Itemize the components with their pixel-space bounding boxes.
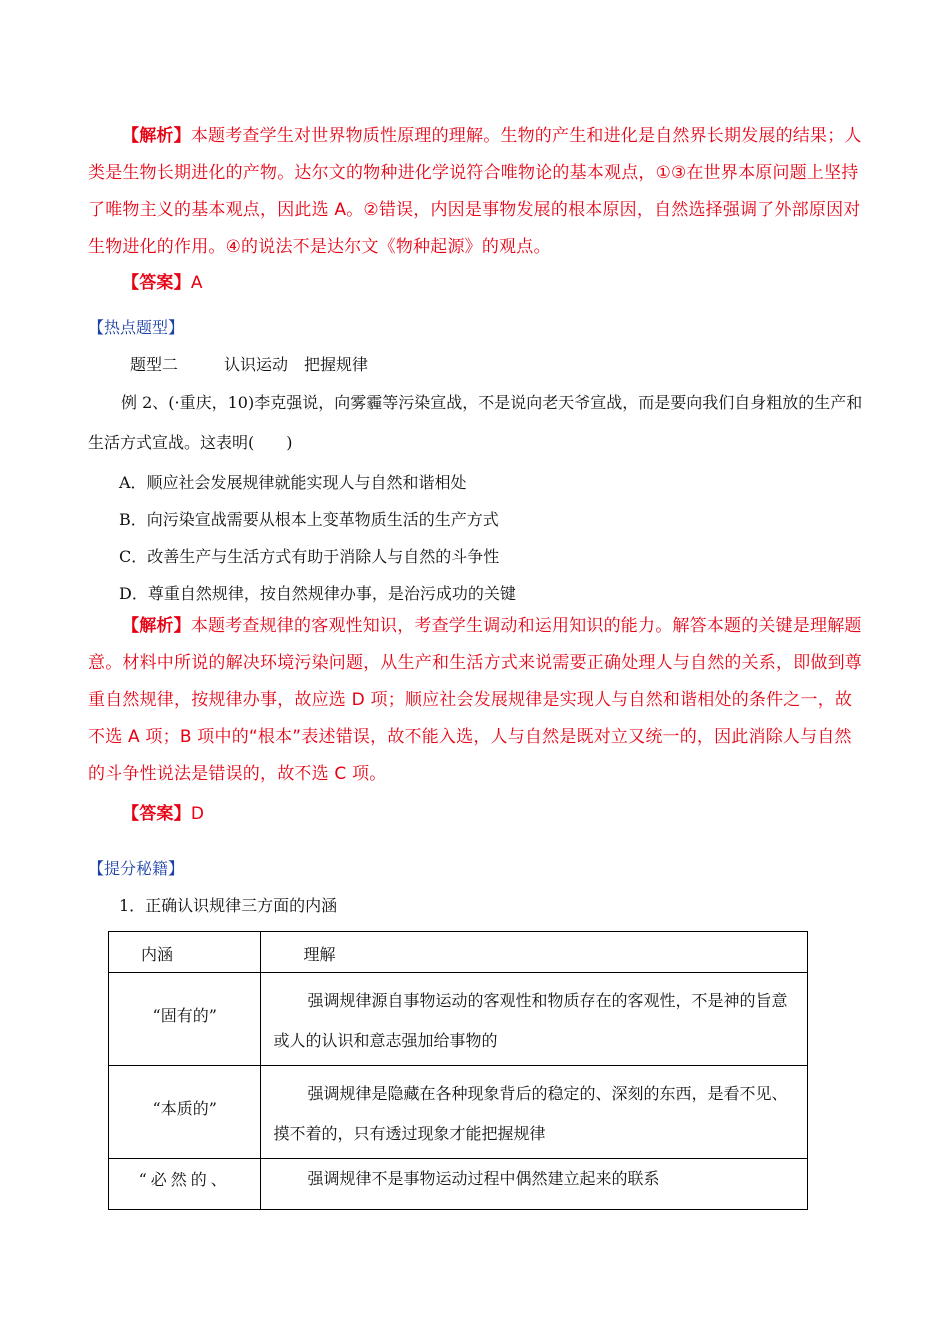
option-d: D．尊重自然规律，按自然规律办事，是治污成功的关键 [119,584,516,603]
hot-section-heading: 【热点题型】 [88,318,185,337]
answer-1-tag: 【答案】 [122,273,191,293]
table-term: “必然的、 [138,1170,231,1189]
answer-1 [88,265,868,302]
analysis-2-tag: 【解析】 [122,616,191,636]
answer-2-tag: 【答案】 [122,804,191,824]
table-row [109,1066,808,1159]
analysis-1 [88,118,868,266]
table-desc: 强调规律不是事物运动过程中偶然建立起来的联系 [307,1169,660,1188]
question-type [130,355,368,375]
option-c: C．改善生产与生活方式有助于消除人与自然的斗争性 [119,547,500,566]
answer-2-value: D [190,804,205,824]
analysis-1-tag: 【解析】 [122,126,191,146]
option-a: A．顺应社会发展规律就能实现人与自然和谐相处 [119,473,467,492]
analysis-2-text: 本题考查规律的客观性知识，考查学生调动和运用知识的能力。解答本题的关键是理解题意。材料中所说的解决环境污染问题，从生产和生活方式来说需要正确处理人与自然的关系，即做到尊重自然规律，按规律办事，故应选 D 项；顺应社会发展规律是实现人与自然和谐相处的条件之一，故不选 A 项；B 项中的“根本”表述错误，故不能入选，人与自然是既对立又统一的，因此消除人与自然的斗争性说法是错误的，故不选 C 项。 [88,616,862,784]
rules-table [108,931,808,1210]
table-header-desc: 理解 [303,945,336,964]
table-row [109,1159,808,1210]
answer-1-value: A [190,273,203,293]
example-question: 例 2、(·重庆，10)李克强说，向雾霾等污染宣战，不是说向老天爷宣战，而是要向我们自身粗放的生产和生活方式宣战。这表明( ) [88,393,863,452]
answer-2 [88,796,868,833]
table-term: “固有的” [152,1006,217,1025]
question-type-topic: 认识运动 把握规律 [224,355,369,374]
table-header-row [109,932,808,973]
table-desc: 强调规律是隐藏在各种现象背后的稳定的、深刻的东西，是看不见、摸不着的，只有透过现象才能把握规律 [273,1084,788,1143]
analysis-1-text: 本题考查学生对世界物质性原理的理解。生物的产生和进化是自然界长期发展的结果；人类是生物长期进化的产物。达尔文的物种进化学说符合唯物论的基本观点，①③在世界本原问题上坚持了唯物主义的基本观点，因此选 A。②错误，内因是事物发展的根本原因，自然选择强调了外部原因对生物进化的作用。④的说法不是达尔文《物种起源》的观点。 [88,126,862,257]
analysis-2 [88,608,868,793]
table-row [109,973,808,1066]
table-header-term: 内涵 [141,945,174,964]
point-1: 1．正确认识规律三方面的内涵 [119,896,338,915]
question-type-label: 题型二 [130,355,179,374]
tips-section-heading: 【提分秘籍】 [88,859,185,878]
table-desc: 强调规律源自事物运动的客观性和物质存在的客观性，不是神的旨意或人的认识和意志强加给事物的 [273,991,788,1050]
table-term: “本质的” [152,1099,217,1118]
option-b: B．向污染宣战需要从根本上变革物质生活的生产方式 [119,510,499,529]
